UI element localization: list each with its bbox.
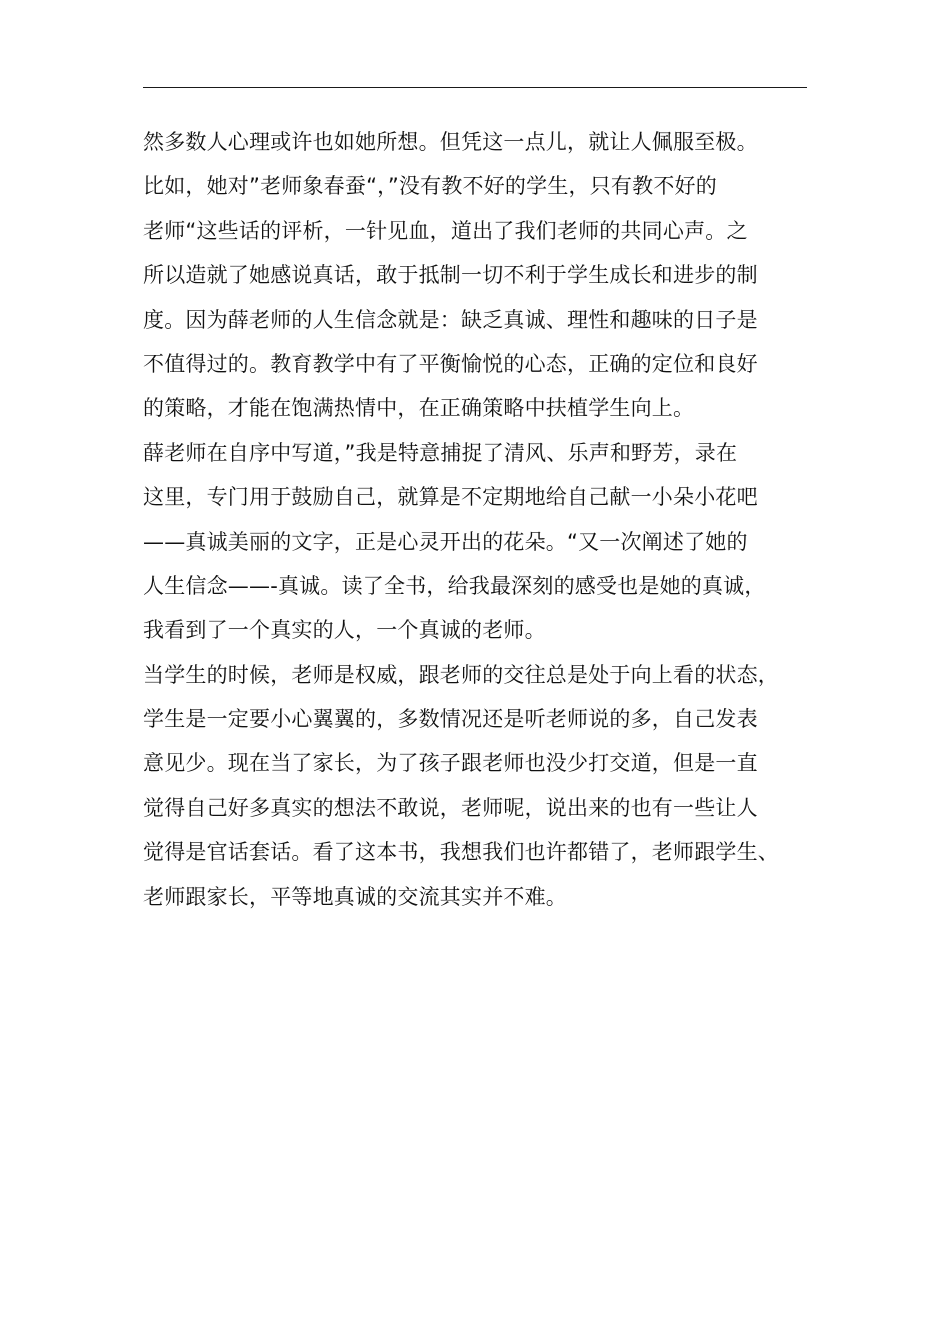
text-line: 的策略，才能在饱满热情中，在正确策略中扶植学生向上。 [143, 396, 695, 421]
text-line: 比如，她对”老师象春蚕“，”没有教不好的学生，只有教不好的 [143, 174, 717, 199]
body-text [143, 120, 823, 919]
text-line: 薛老师在自序中写道，”我是特意捕捉了清风、乐声和野芳，录在 [143, 440, 738, 465]
text-line: 度。因为薛老师的人生信念就是：缺乏真诚、理性和趣味的日子是 [143, 307, 758, 332]
text-line: 老师跟家长，平等地真诚的交流其实并不难。 [143, 884, 567, 909]
text-line: 我看到了一个真实的人，一个真诚的老师。 [143, 618, 546, 643]
text-line: 老师“这些话的评析，一针见血，道出了我们老师的共同心声。之 [143, 218, 748, 243]
text-line: 意见少。现在当了家长，为了孩子跟老师也没少打交道，但是一直 [143, 751, 758, 776]
text-line: 不值得过的。教育教学中有了平衡愉悦的心态，正确的定位和良好 [143, 351, 758, 376]
text-line: 人生信念——-真诚。读了全书，给我最深刻的感受也是她的真诚， [143, 573, 766, 598]
text-line: 所以造就了她感说真话，敢于抵制一切不利于学生成长和进步的制 [143, 263, 758, 288]
text-line: 觉得自己好多真实的想法不敢说，老师呢，说出来的也有一些让人 [143, 795, 758, 820]
text-line: 学生是一定要小心翼翼的，多数情况还是听老师说的多，自己发表 [143, 707, 758, 732]
text-line: 然多数人心理或许也如她所想。但凭这一点儿，就让人佩服至极。 [143, 130, 758, 154]
text-line: 当学生的时候，老师是权威，跟老师的交往总是处于向上看的状态， [143, 662, 779, 687]
text-line: 这里，专门用于鼓励自己，就算是不定期地给自己献一小朵小花吧 [143, 485, 758, 510]
header-rule [143, 87, 807, 88]
text-line: ——真诚美丽的文字，正是心灵开出的花朵。“又一次阐述了她的 [143, 529, 748, 554]
text-line: 觉得是官话套话。看了这本书，我想我们也许都错了，老师跟学生、 [143, 840, 779, 865]
